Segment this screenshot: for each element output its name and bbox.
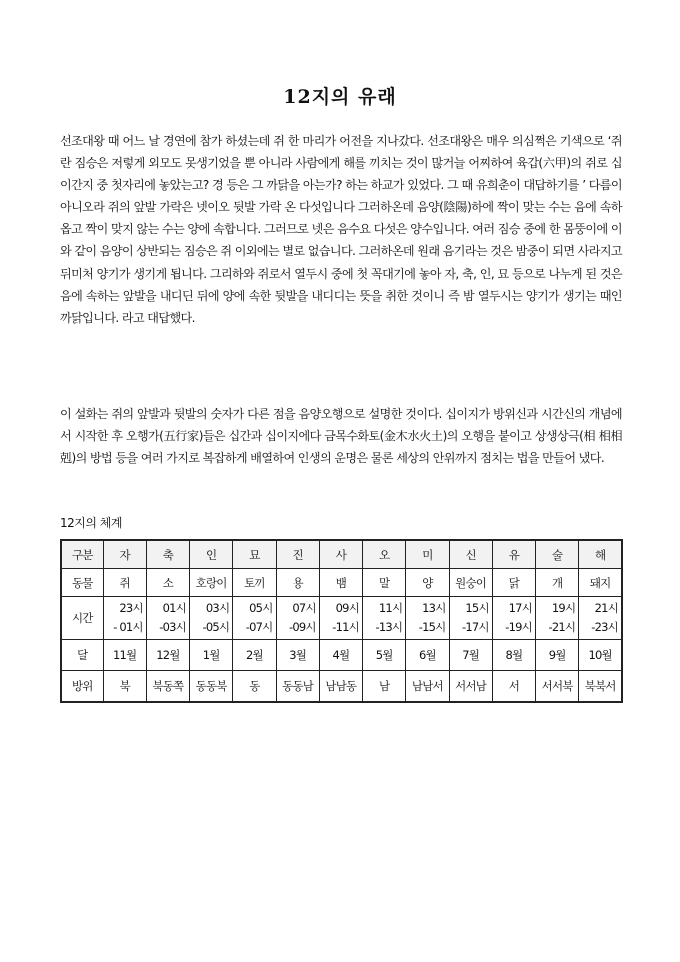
table-cell: 용	[276, 569, 319, 597]
table-cell: 07시 -09시	[276, 597, 319, 640]
table-cell: 4월	[319, 640, 362, 671]
table-header-row	[61, 540, 622, 569]
header-cell: 구분	[61, 540, 103, 569]
header-cell: 축	[146, 540, 189, 569]
table-cell: 01시 -03시	[146, 597, 189, 640]
table-row-animal	[61, 569, 622, 597]
table-cell: 13시 -15시	[406, 597, 449, 640]
table-cell: 양	[406, 569, 449, 597]
table-row-time	[61, 597, 622, 640]
header-cell: 유	[492, 540, 535, 569]
table-cell: 11월	[103, 640, 146, 671]
table-cell: 21시 -23시	[579, 597, 622, 640]
header-cell: 인	[190, 540, 233, 569]
header-cell: 자	[103, 540, 146, 569]
table-cell: 북동쪽	[146, 671, 189, 703]
table-cell: 5월	[363, 640, 406, 671]
table-cell: 돼지	[579, 569, 622, 597]
table-cell: 개	[536, 569, 579, 597]
table-cell: 말	[363, 569, 406, 597]
table-cell: 03시 -05시	[190, 597, 233, 640]
table-cell: 동동북	[190, 671, 233, 703]
table-cell: 05시 -07시	[233, 597, 276, 640]
table-cell: 토끼	[233, 569, 276, 597]
table-cell: 남남동	[319, 671, 362, 703]
table-row-direction	[61, 671, 622, 703]
table-cell: 남남서	[406, 671, 449, 703]
row-label: 달	[61, 640, 103, 671]
table-cell: 1월	[190, 640, 233, 671]
zodiac-table	[60, 539, 623, 703]
table-cell: 09시 -11시	[319, 597, 362, 640]
table-cell: 동동남	[276, 671, 319, 703]
table-cell: 소	[146, 569, 189, 597]
table-cell: 원숭이	[449, 569, 492, 597]
table-cell: 11시 -13시	[363, 597, 406, 640]
paragraph-legend: 선조대왕 때 어느 날 경연에 참가 하셨는데 쥐 한 마리가 어전을 지나갔다. 선조대왕은 매우 의심쩍은 기색으로 ‘쥐란 짐승은 저렇게 외모도 못생기었을 뿐 아니라 사람에게 해를 끼치는 것이 많거늘 어찌하여 육갑(六甲)의 쥐로 십이간지 중 첫자리에 놓았는고? 경 등은 그 까닭을 아는가? 하는 하교가 있었다. 그 때 유희춘이 대답하기를 ’ 다름이 아니오라 쥐의 앞발 가락은 넷이오 뒷발 가락 온 다섯입니다 그러하온데 음양(陰陽)하에 짝이 맞는 수는 음에 속하옵고 짝이 맞지 않는 수는 양에 속합니다. 그러므로 넷은 음수요 다섯은 양수입니다. 여러 짐승 중에 한 몸뚱이에 이와 같이 음양이 상반되는 짐승은 쥐 이외에는 별로 없습니다. 그러하온데 원래 음기라는 것은 밤중이 되면 사라지고 뒤미처 양기가 생기게 됩니다. 그리하와 쥐로서 열두시 중에 첫 꼭대기에 놓아 자, 축, 인, 묘 등으로 나누게 된 것은 음에 속하는 앞발을 내디딘 뒤에 양에 속한 뒷발을 내디디는 뜻을 취한 것이니 즉 밤 열두시는 양기가 생기는 때인 까닭입니다. 라고 대답했다.	[60, 134, 622, 325]
header-cell: 미	[406, 540, 449, 569]
header-cell: 묘	[233, 540, 276, 569]
table-cell: 북북서	[579, 671, 622, 703]
table-cell: 12월	[146, 640, 189, 671]
table-cell: 3월	[276, 640, 319, 671]
row-label: 동물	[61, 569, 103, 597]
table-cell: 남	[363, 671, 406, 703]
table-cell: 북	[103, 671, 146, 703]
table-cell: 17시 -19시	[492, 597, 535, 640]
row-label: 시간	[61, 597, 103, 640]
table-cell: 23시 - 01시	[103, 597, 146, 640]
table-cell: 서서남	[449, 671, 492, 703]
header-cell: 술	[536, 540, 579, 569]
table-caption: 12지의 체계	[60, 516, 122, 530]
table-cell: 동	[233, 671, 276, 703]
header-cell: 오	[363, 540, 406, 569]
table-row-month	[61, 640, 622, 671]
table-cell: 뱀	[319, 569, 362, 597]
table-cell: 호랑이	[190, 569, 233, 597]
header-cell: 진	[276, 540, 319, 569]
paragraph-explanation: 이 설화는 쥐의 앞발과 뒷발의 숫자가 다른 점을 음양오행으로 설명한 것이다. 십이지가 방위신과 시간신의 개념에서 시작한 후 오행가(五行家)들은 십간과 십이지에다 금목수화토(金木水火土)의 오행을 붙이고 상생상극(相 相相剋)의 방법 등을 여러 가지로 복잡하게 배열하여 인생의 운명은 물론 세상의 안위까지 점치는 법을 만들어 냈다.	[60, 407, 622, 466]
table-cell: 2월	[233, 640, 276, 671]
table-cell: 쥐	[103, 569, 146, 597]
table-cell: 서	[492, 671, 535, 703]
table-cell: 8월	[492, 640, 535, 671]
header-cell: 신	[449, 540, 492, 569]
table-cell: 9월	[536, 640, 579, 671]
row-label: 방위	[61, 671, 103, 703]
table-cell: 6월	[406, 640, 449, 671]
table-cell: 10월	[579, 640, 622, 671]
table-cell: 서서북	[536, 671, 579, 703]
table-cell: 닭	[492, 569, 535, 597]
header-cell: 사	[319, 540, 362, 569]
header-cell: 해	[579, 540, 622, 569]
page-title: 12지의 유래	[283, 86, 397, 108]
table-cell: 7월	[449, 640, 492, 671]
table-cell: 19시 -21시	[536, 597, 579, 640]
table-cell: 15시 -17시	[449, 597, 492, 640]
